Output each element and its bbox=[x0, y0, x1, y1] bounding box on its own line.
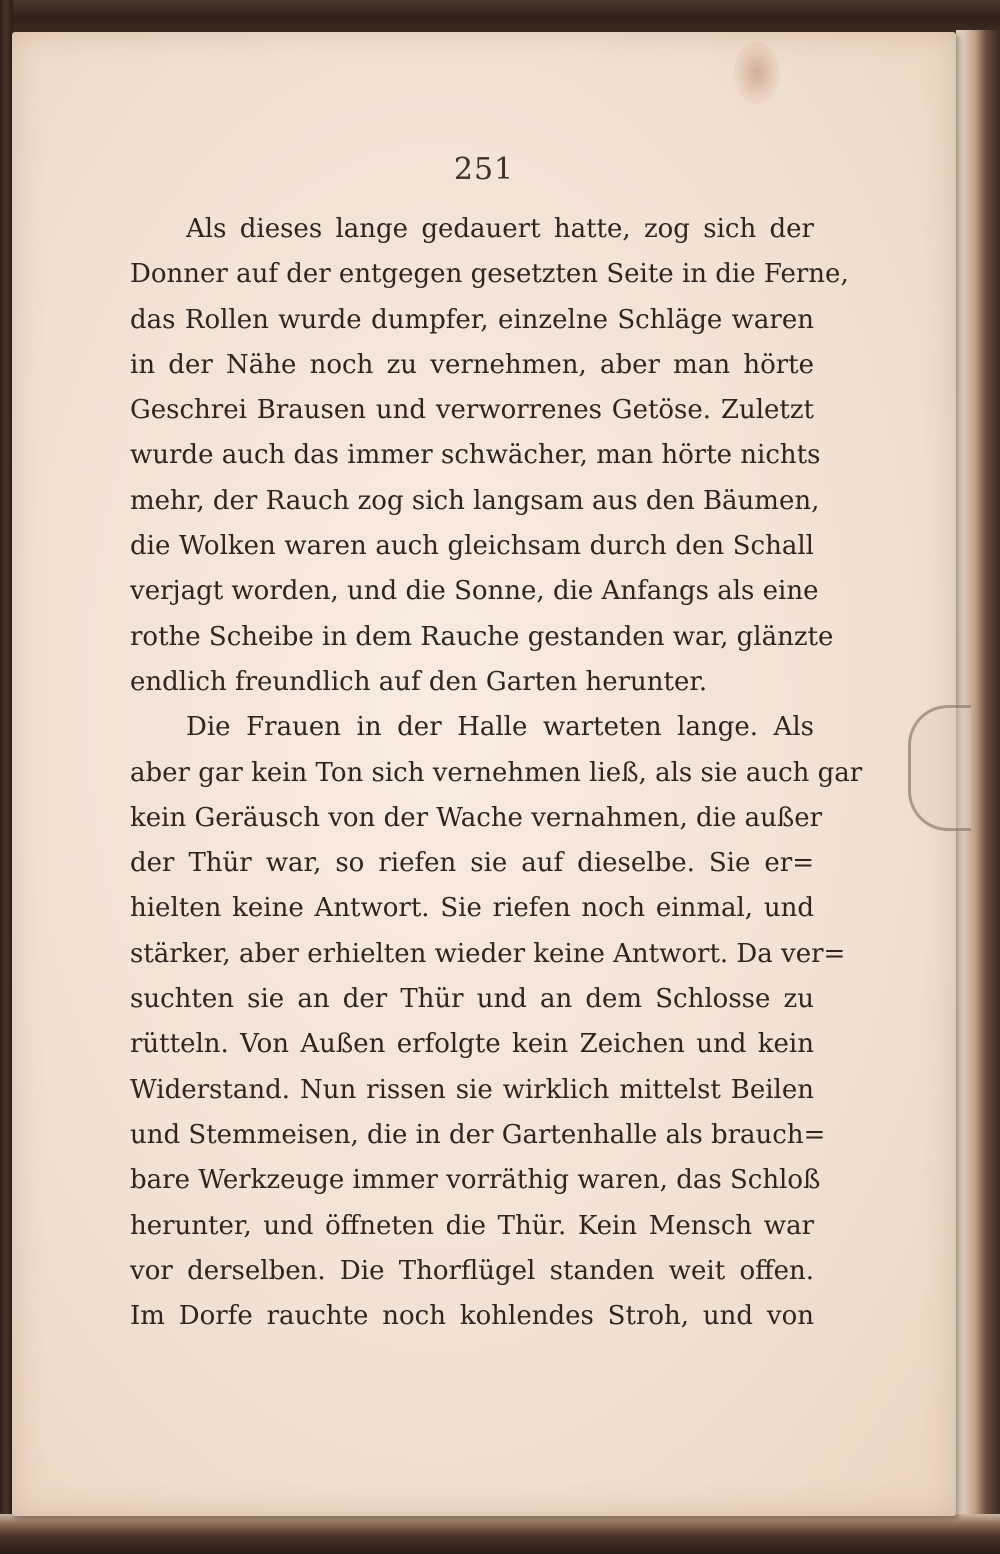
text-line: Widerstand. Nun rissen sie wirklich mittelst Beilen bbox=[130, 1074, 814, 1105]
text-line: Als dieses lange gedauert hatte, zog sich der bbox=[186, 214, 814, 244]
text-line: suchten sie an der Thür und an dem Schlosse zu bbox=[130, 984, 814, 1015]
text-line: stärker, aber erhielten wieder keine Antwort. Da ver= bbox=[130, 938, 846, 969]
text-line: das Rollen wurde dumpfer, einzelne Schläge waren bbox=[130, 304, 814, 335]
text-line: rütteln. Von Außen erfolgte kein Zeichen und kein bbox=[130, 1029, 814, 1060]
text-line: Im Dorfe rauchte noch kohlendes Stroh, und von bbox=[130, 1301, 814, 1332]
text-line: verjagt worden, und die Sonne, die Anfangs als eine bbox=[130, 576, 819, 607]
text-line: herunter, und öffneten die Thür. Kein Mensch war bbox=[130, 1210, 814, 1241]
text-line: aber gar kein Ton sich vernehmen ließ, als sie auch gar bbox=[130, 757, 863, 788]
text-line: in der Nähe noch zu vernehmen, aber man hörte bbox=[130, 349, 814, 380]
page-clip bbox=[908, 705, 971, 831]
text-line: hielten keine Antwort. Sie riefen noch einmal, und bbox=[130, 893, 814, 924]
text-line: vor derselben. Die Thorflügel standen weit offen. bbox=[130, 1255, 814, 1286]
text-line: Geschrei Brausen und verworrenes Getöse. Zuletzt bbox=[130, 395, 814, 426]
text-line: bare Werkzeuge immer vorräthig waren, das Schloß bbox=[130, 1165, 821, 1196]
page-number: 251 bbox=[453, 152, 515, 187]
text-line: und Stemmeisen, die in der Gartenhalle als brauch= bbox=[130, 1119, 826, 1150]
text-line: mehr, der Rauch zog sich langsam aus den Bäumen, bbox=[130, 485, 820, 516]
text-line: Donner auf der entgegen gesetzten Seite in die Ferne, bbox=[130, 259, 849, 290]
text-line: Die Frauen in der Halle warteten lange. Als bbox=[186, 712, 814, 743]
text-line: die Wolken waren auch gleichsam durch den Schall bbox=[130, 531, 814, 562]
page-body-text bbox=[130, 207, 863, 1339]
text-line: wurde auch das immer schwächer, man hörte nichts bbox=[130, 440, 821, 471]
page-stain bbox=[734, 42, 780, 104]
book-page bbox=[12, 32, 956, 1516]
text-line: rothe Scheibe in dem Rauche gestanden war, glänzte bbox=[130, 621, 834, 652]
text-line: kein Geräusch von der Wache vernahmen, die außer bbox=[130, 802, 823, 833]
text-line: endlich freundlich auf den Garten herunter. bbox=[130, 666, 708, 697]
book-edge-bottom bbox=[0, 1514, 1000, 1554]
text-line: der Thür war, so riefen sie auf dieselbe. Sie er= bbox=[130, 848, 814, 879]
